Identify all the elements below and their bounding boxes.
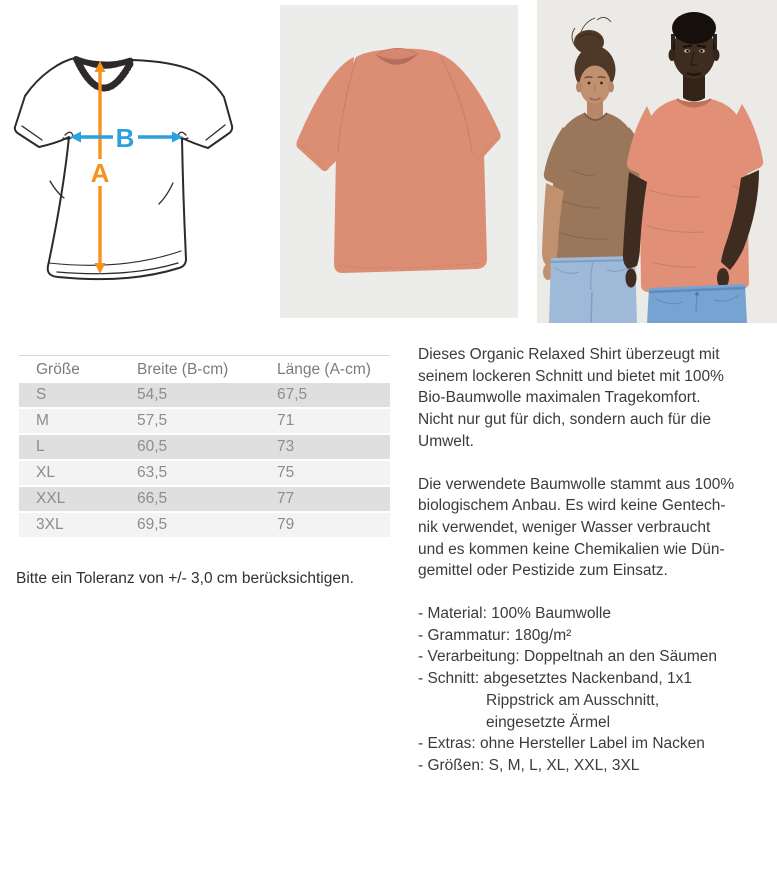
width-cell: 54,5 xyxy=(137,386,168,403)
column-header-size: Größe xyxy=(36,360,80,378)
column-header-width: Breite (B-cm) xyxy=(137,360,229,378)
size-cell: XL xyxy=(36,464,55,481)
size-table xyxy=(19,355,390,539)
spec-list xyxy=(418,603,770,777)
table-row xyxy=(19,434,390,460)
length-cell: 67,5 xyxy=(277,386,308,403)
description-line: Umwelt. xyxy=(418,432,474,450)
length-cell: 77 xyxy=(277,490,295,507)
female-jeans xyxy=(549,256,637,323)
table-row xyxy=(19,383,390,408)
spec-line-material: - Material: 100% Baumwolle xyxy=(418,605,611,623)
table-row xyxy=(19,512,390,538)
length-cell: 75 xyxy=(277,464,295,481)
tshirt-outline xyxy=(15,58,232,279)
male-jeans xyxy=(647,284,747,323)
size-cell: M xyxy=(36,412,49,429)
description-line: seinem lockeren Schnitt und bietet mit 100% xyxy=(418,367,724,385)
column-header-length: Länge (A-cm) xyxy=(277,360,371,378)
length-cell: 71 xyxy=(277,412,295,429)
product-shirt-image xyxy=(280,5,518,318)
spec-line-grammatur: - Grammatur: 180g/m² xyxy=(418,626,572,644)
spec-line-verarbeitung: - Verarbeitung: Doppeltnah an den Säumen xyxy=(418,648,718,666)
description-paragraph xyxy=(418,344,770,453)
table-header-row xyxy=(19,356,390,384)
description-line: Bio-Baumwolle maximalen Tragekomfort. xyxy=(418,389,701,407)
hair xyxy=(672,12,716,44)
size-cell: L xyxy=(36,438,45,455)
width-cell: 57,5 xyxy=(137,412,168,429)
spec-line-schnitt-cont: Rippstrick am Ausschnitt, xyxy=(486,691,660,709)
spec-line-schnitt: - Schnitt: abgesetztes Nackenband, 1x1 xyxy=(418,670,692,688)
label-b: B xyxy=(115,123,135,153)
product-photo xyxy=(280,5,518,318)
width-cell: 60,5 xyxy=(137,438,168,455)
size-cell: S xyxy=(36,386,47,403)
models-image xyxy=(537,0,777,323)
tolerance-note: Bitte ein Toleranz von +/- 3,0 cm berücksichtigen. xyxy=(16,570,354,587)
table-row xyxy=(19,408,390,434)
description-line: Nicht nur gut für dich, sondern auch für die xyxy=(418,411,711,429)
models-photo xyxy=(537,0,777,323)
description-line: und es kommen keine Chemikalien wie Dün- xyxy=(418,540,725,558)
table-row xyxy=(19,486,390,512)
description-line: biologischem Anbau. Es wird keine Gentech- xyxy=(418,497,726,515)
length-cell: 73 xyxy=(277,438,295,455)
description-line: gemittel oder Pestizide zum Einsatz. xyxy=(418,562,668,580)
description-line: Die verwendete Baumwolle stammt aus 100% xyxy=(418,475,735,493)
description-line: Dieses Organic Relaxed Shirt überzeugt mit xyxy=(418,346,720,363)
description-paragraph xyxy=(418,474,770,583)
size-cell: 3XL xyxy=(36,516,64,533)
length-cell: 79 xyxy=(277,516,295,533)
table-row xyxy=(19,460,390,486)
product-description xyxy=(418,344,770,777)
description-line: nik verwendet, weniger Wasser verbraucht xyxy=(418,518,711,536)
spec-line-groessen: - Größen: S, M, L, XL, XXL, 3XL xyxy=(418,756,640,774)
width-cell: 63,5 xyxy=(137,464,168,481)
label-a: A xyxy=(90,158,110,188)
width-cell: 66,5 xyxy=(137,490,168,507)
size-cell: XXL xyxy=(36,490,66,507)
tshirt-measurement-diagram-icon xyxy=(13,55,235,283)
spec-line-schnitt-cont: eingesetzte Ärmel xyxy=(486,713,611,731)
spec-line-extras: - Extras: ohne Hersteller Label im Nacken xyxy=(418,735,705,753)
size-diagram xyxy=(13,55,235,283)
width-cell: 69,5 xyxy=(137,516,168,533)
